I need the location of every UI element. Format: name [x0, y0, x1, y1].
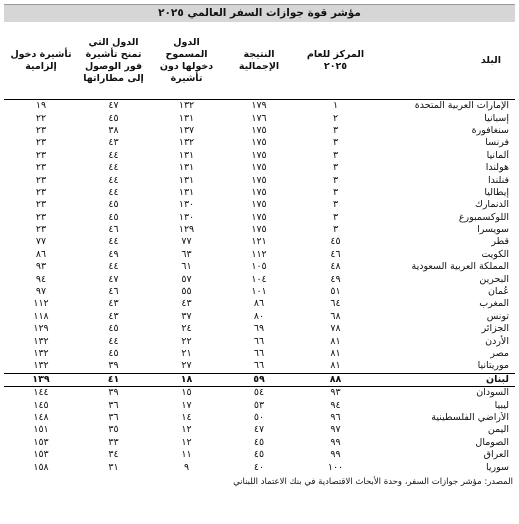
- cell-eta: ١٢٩: [33, 323, 49, 335]
- cell-country: هولندا: [485, 162, 509, 174]
- table-row: [4, 187, 515, 199]
- cell-eta: ٢٣: [35, 149, 47, 161]
- cell-rank: ٦٤: [330, 298, 341, 310]
- cell-eta: ١٤٨: [33, 411, 49, 423]
- cell-total: ١٧٦: [251, 112, 267, 124]
- cell-visa-on-arrival: ٤٥: [108, 112, 119, 124]
- cell-visa-on-arrival: ٤٤: [108, 335, 119, 347]
- cell-eta: ٢٣: [35, 137, 47, 149]
- cell-eta: ١٥١: [33, 424, 49, 436]
- cell-eta: ١٤٤: [33, 387, 49, 399]
- cell-country: العراق: [483, 449, 509, 461]
- table-row: [4, 335, 515, 347]
- cell-total: ٥٠: [253, 411, 265, 423]
- cell-total: ١٠١: [251, 286, 267, 298]
- cell-country: الكويت: [481, 248, 509, 260]
- cell-visa-free: ٩: [183, 461, 190, 473]
- table-row: [4, 100, 515, 113]
- cell-total: ٤٧: [253, 424, 265, 436]
- cell-total: ١٧٥: [251, 149, 267, 161]
- table-row: [4, 437, 515, 449]
- cell-visa-free: ٤٣: [181, 298, 192, 310]
- cell-visa-on-arrival: ٤٥: [108, 199, 119, 211]
- cell-visa-on-arrival: ٤٦: [108, 224, 119, 236]
- cell-eta: ٢٣: [35, 162, 47, 174]
- cell-total: ١٧٥: [251, 186, 267, 198]
- cell-visa-free: ١٧: [181, 399, 192, 411]
- cell-visa-free: ١٣٧: [178, 124, 195, 136]
- cell-total: ١٧٩: [251, 100, 267, 112]
- cell-total: ٥٤: [253, 387, 265, 399]
- cell-total: ١٧٥: [251, 174, 267, 186]
- table-row: [4, 386, 515, 399]
- cell-visa-free: ١٢٩: [178, 224, 195, 236]
- cell-visa-free: ٣٧: [181, 310, 192, 322]
- cell-rank: ٣: [332, 149, 339, 161]
- header-eta: تأشيرة دخول إلزامية: [4, 22, 78, 100]
- table-row: [4, 162, 515, 174]
- cell-visa-free: ١٣٠: [178, 211, 195, 223]
- cell-total: ١٠٤: [251, 273, 267, 285]
- cell-rank: ٤٩: [330, 273, 341, 285]
- cell-rank: ٣: [332, 211, 339, 223]
- table-row: [4, 360, 515, 373]
- cell-rank: ٢: [332, 112, 339, 124]
- cell-country: البحرين: [479, 273, 509, 285]
- table-row: [4, 323, 515, 335]
- cell-country: سنغافورة: [471, 124, 509, 136]
- cell-rank: ٨١: [330, 348, 341, 359]
- table-title: مؤشر قوة جوازات السفر العالمي ٢٠٢٥: [4, 4, 515, 22]
- table-row: [4, 273, 515, 285]
- cell-visa-on-arrival: ٤٥: [108, 323, 119, 335]
- cell-total: ٤٥: [253, 436, 265, 448]
- table-row: [4, 261, 515, 273]
- cell-rank: ٨١: [330, 335, 341, 347]
- passport-index-document: [4, 4, 515, 487]
- cell-visa-free: ٢٢: [181, 335, 192, 347]
- cell-visa-free: ١٣٠: [178, 199, 195, 211]
- cell-visa-on-arrival: ٤٣: [108, 137, 119, 149]
- cell-visa-free: ١٣٢: [178, 137, 195, 149]
- header-visa-on-arrival: الدول التي تمنح تأشيرة فور الوصول إلى مطاراتها: [78, 22, 149, 100]
- cell-rank: ١: [332, 100, 339, 112]
- cell-total: ٦٦: [253, 348, 265, 359]
- cell-country: فنلندا: [487, 174, 509, 186]
- cell-eta: ١٤٥: [33, 399, 49, 411]
- cell-visa-free: ٧٧: [181, 236, 192, 248]
- cell-total: ١٠٥: [251, 261, 267, 273]
- cell-country: الإمارات العربية المتحدة: [414, 100, 509, 112]
- cell-eta: ٩٤: [35, 273, 47, 285]
- cell-total: ٤٠: [253, 461, 265, 473]
- cell-eta: ٢٣: [35, 186, 47, 198]
- cell-rank: ٩٩: [330, 449, 341, 461]
- table-row: [4, 399, 515, 411]
- cell-total: ٥٣: [253, 399, 265, 411]
- table-row: [4, 112, 515, 124]
- cell-country: فرنسا: [485, 137, 509, 149]
- cell-visa-free: ١٤: [181, 411, 192, 423]
- cell-country: سويسرا: [477, 224, 509, 236]
- table-row: [4, 150, 515, 162]
- table-row: [4, 174, 515, 186]
- cell-visa-free: ١٣١: [178, 174, 195, 186]
- cell-country: إسبانيا: [484, 112, 509, 124]
- cell-total: ٦٩: [253, 323, 265, 335]
- table-row: [4, 249, 515, 261]
- cell-country: لبنان: [377, 373, 515, 386]
- cell-country: الصومال: [475, 436, 509, 448]
- cell-rank: ٩٦: [330, 411, 341, 423]
- cell-visa-on-arrival: ٤٤: [108, 261, 119, 273]
- cell-country: قطر: [491, 236, 509, 248]
- cell-visa-free: ١٣١: [178, 162, 195, 174]
- cell-country: تونس: [486, 310, 509, 322]
- cell-eta: ٢٣: [35, 174, 47, 186]
- cell-eta: ١٣٩: [4, 373, 78, 386]
- cell-visa-free: ١٢: [181, 424, 192, 436]
- table-row: [4, 212, 515, 224]
- cell-visa-on-arrival: ٣٨: [108, 124, 119, 136]
- cell-country: الأردن: [485, 335, 509, 347]
- cell-visa-on-arrival: ٤٣: [108, 298, 119, 310]
- cell-total: ٤٥: [253, 449, 265, 461]
- cell-rank: ٨٨: [294, 373, 377, 386]
- cell-country: السودان: [476, 387, 509, 399]
- cell-eta: ١٣٢: [33, 360, 49, 372]
- cell-eta: ١٥٨: [33, 461, 49, 473]
- source-note: المصدر: مؤشر جوازات السفر، وحدة الأبحاث الاقتصادية في بنك الاعتماد اللبناني: [233, 476, 513, 487]
- cell-eta: ٢٣: [35, 199, 47, 211]
- header-row: [4, 22, 515, 100]
- cell-eta: ١١٢: [33, 298, 49, 310]
- table-row: [4, 449, 515, 461]
- cell-visa-free: ٥٧: [181, 273, 192, 285]
- cell-visa-on-arrival: ٣١: [108, 461, 119, 473]
- cell-eta: ٢٢: [35, 112, 47, 124]
- cell-total: ١٧٥: [251, 199, 267, 211]
- cell-rank: ٤٥: [330, 236, 341, 248]
- table-row: [4, 236, 515, 248]
- header-rank: المركز للعام ٢٠٢٥: [294, 22, 377, 100]
- cell-country: اللوكسمبورغ: [458, 211, 509, 223]
- cell-rank: ٣: [332, 174, 339, 186]
- cell-eta: ٢٣: [35, 124, 47, 136]
- table-body: [4, 100, 515, 474]
- cell-eta: ٩٣: [35, 261, 47, 273]
- cell-rank: ٣: [332, 162, 339, 174]
- header-visa-free: الدول المسموح دخولها دون تأشيرة: [149, 22, 224, 100]
- passport-table: [4, 22, 515, 474]
- cell-visa-on-arrival: ٣٥: [108, 424, 119, 436]
- table-row: [4, 125, 515, 137]
- cell-visa-on-arrival: ٣٩: [108, 360, 119, 372]
- cell-visa-on-arrival: ٤٥: [108, 348, 119, 359]
- cell-total: ٨٠: [253, 310, 265, 322]
- cell-rank: ٤٨: [330, 261, 341, 273]
- cell-total: ١٧٥: [251, 224, 267, 236]
- cell-total: ٨٦: [253, 298, 265, 310]
- cell-rank: ٦٨: [330, 310, 341, 322]
- cell-visa-on-arrival: ٣٤: [108, 449, 119, 461]
- table-row: [4, 461, 515, 473]
- cell-eta: ٢٣: [35, 224, 47, 236]
- cell-rank: ٩٤: [330, 399, 341, 411]
- table-row: [4, 224, 515, 236]
- cell-country: المغرب: [479, 298, 509, 310]
- cell-visa-on-arrival: ٤٤: [108, 162, 119, 174]
- cell-rank: ٧٨: [330, 323, 341, 335]
- cell-total: ١٧٥: [251, 137, 267, 149]
- cell-rank: ٩٩: [330, 436, 341, 448]
- cell-eta: ١٣٢: [33, 335, 49, 347]
- cell-visa-on-arrival: ٤٦: [108, 286, 119, 298]
- cell-country: الجزائر: [481, 323, 509, 335]
- cell-total: ١٢١: [251, 236, 267, 248]
- header-total: النتيجة الإجمالية: [224, 22, 294, 100]
- header-country: البلد: [377, 22, 515, 100]
- table-row: [4, 424, 515, 436]
- cell-rank: ٩٣: [330, 387, 341, 399]
- cell-visa-on-arrival: ٤٤: [108, 236, 119, 248]
- cell-country: ليبيا: [494, 399, 509, 411]
- cell-visa-free: ٦٣: [181, 248, 192, 260]
- cell-visa-on-arrival: ٤٧: [108, 100, 119, 112]
- cell-eta: ١٩: [35, 100, 47, 112]
- cell-total: ٥٩: [224, 373, 294, 386]
- cell-visa-on-arrival: ٤٤: [108, 149, 119, 161]
- cell-visa-free: ١٣١: [178, 112, 195, 124]
- cell-visa-free: ٢٧: [181, 360, 192, 372]
- cell-country: الدنمارك: [475, 199, 509, 211]
- cell-eta: ٢٣: [35, 211, 47, 223]
- table-row: [4, 199, 515, 211]
- cell-visa-on-arrival: ٣٣: [108, 436, 119, 448]
- cell-country: إيطاليا: [484, 186, 509, 198]
- cell-rank: ٣: [332, 186, 339, 198]
- cell-visa-free: ٥٥: [181, 286, 192, 298]
- table-row: [4, 137, 515, 149]
- cell-rank: ٣: [332, 137, 339, 149]
- cell-rank: ٣: [332, 124, 339, 136]
- cell-visa-on-arrival: ٤٤: [108, 186, 119, 198]
- cell-visa-free: ١٨: [149, 373, 224, 386]
- cell-visa-on-arrival: ٤٩: [108, 248, 119, 260]
- cell-total: ١٧٥: [251, 124, 267, 136]
- cell-country: مصر: [490, 348, 509, 359]
- cell-visa-on-arrival: ٤٣: [108, 310, 119, 322]
- table-row: [4, 412, 515, 424]
- cell-visa-free: ٦١: [181, 261, 192, 273]
- cell-visa-on-arrival: ٣٦: [108, 411, 119, 423]
- cell-rank: ٣: [332, 199, 339, 211]
- cell-visa-on-arrival: ٣٦: [108, 399, 119, 411]
- cell-visa-free: ٢١: [181, 348, 192, 359]
- cell-eta: ١٥٣: [33, 436, 49, 448]
- cell-visa-free: ١٥: [181, 387, 192, 399]
- cell-country: عُمان: [487, 286, 509, 298]
- cell-country: المملكة العربية السعودية: [411, 261, 509, 273]
- table-row: [4, 298, 515, 310]
- cell-visa-on-arrival: ٣٩: [108, 387, 119, 399]
- cell-total: ١١٢: [251, 248, 267, 260]
- cell-visa-free: ٢٤: [181, 323, 192, 335]
- cell-visa-free: ١١: [181, 449, 192, 461]
- cell-visa-on-arrival: ٤٧: [108, 273, 119, 285]
- cell-eta: ٧٧: [35, 236, 47, 248]
- cell-country: اليمن: [487, 424, 509, 436]
- cell-eta: ٨٦: [35, 248, 47, 260]
- cell-country: موريتانيا: [477, 360, 509, 372]
- table-row: [4, 286, 515, 298]
- cell-eta: ١٥٣: [33, 449, 49, 461]
- cell-rank: ١٠٠: [327, 461, 344, 473]
- cell-visa-free: ١٣٢: [178, 100, 195, 112]
- cell-rank: ٣: [332, 224, 339, 236]
- cell-visa-free: ١٣١: [178, 186, 195, 198]
- table-row: [4, 348, 515, 360]
- cell-rank: ٩٧: [330, 424, 341, 436]
- cell-total: ١٧٥: [251, 211, 267, 223]
- cell-visa-free: ١٣١: [178, 149, 195, 161]
- cell-country: الأراضي الفلسطينية: [431, 411, 509, 423]
- cell-rank: ٨١: [330, 360, 341, 372]
- cell-visa-on-arrival: ٤١: [78, 373, 149, 386]
- cell-country: ألمانيا: [486, 149, 509, 161]
- cell-rank: ٥١: [330, 286, 341, 298]
- cell-rank: ٤٦: [330, 248, 341, 260]
- cell-total: ٦٦: [253, 360, 265, 372]
- cell-eta: ١٣٢: [33, 348, 49, 359]
- cell-eta: ١١٨: [33, 310, 49, 322]
- table-row: [4, 373, 515, 386]
- cell-country: سوريا: [486, 461, 509, 473]
- cell-eta: ٩٧: [35, 286, 47, 298]
- cell-visa-free: ١٢: [181, 436, 192, 448]
- cell-visa-on-arrival: ٤٥: [108, 211, 119, 223]
- cell-total: ٦٦: [253, 335, 265, 347]
- cell-visa-on-arrival: ٤٤: [108, 174, 119, 186]
- table-row: [4, 311, 515, 323]
- cell-total: ١٧٥: [251, 162, 267, 174]
